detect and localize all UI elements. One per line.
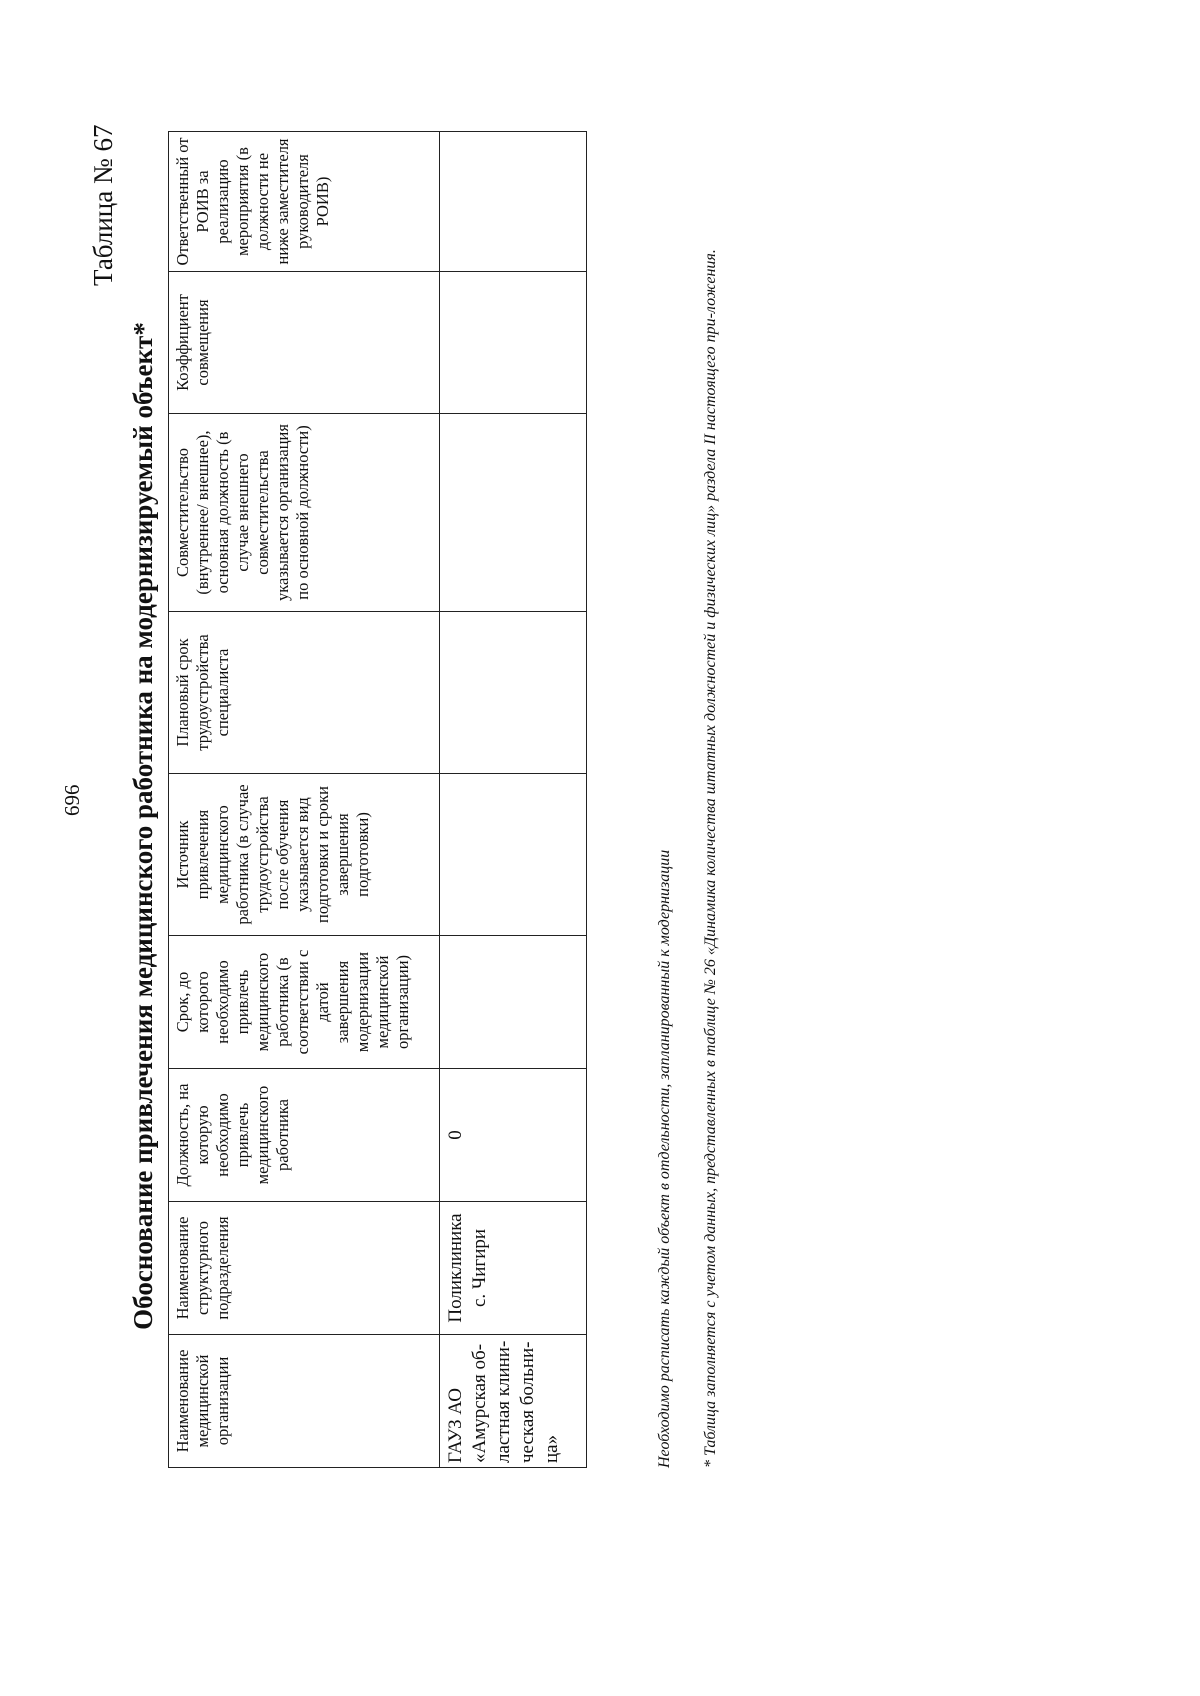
page-number: 696 <box>60 784 84 816</box>
header-cell: Наименование структурного подразделения <box>169 1202 440 1335</box>
header-cell: Должность, на которую необходимо привлечь медицинского работника <box>169 1069 440 1202</box>
header-cell: Срок, до которого необходимо привлечь медицинского работника (в соответствии с датой завершения модернизации медицинской организации) <box>169 936 440 1069</box>
source-cell <box>440 774 587 936</box>
footnote-asterisk: * Таблица заполняется с учетом данных, представленных в таблице № 26 «Динамика количества штатных должностей и физических лиц» раздела II настоящего при-ложения. <box>702 249 719 1468</box>
combination-cell <box>440 414 587 612</box>
header-cell: Ответственный от РОИВ за реализацию мероприятия (в должности не ниже заместителя руководителя РОИВ) <box>169 132 440 272</box>
header-cell: Плановый срок трудоустройства специалиста <box>169 612 440 774</box>
header-cell: Источник привлечения медицинского работника (в случае трудоустройства после обучения указывается вид подготовки и сроки завершения подготовки) <box>169 774 440 936</box>
position-cell: 0 <box>440 1069 587 1202</box>
header-cell: Совместительство (внутреннее/ внешнее), основная должность (в случае внешнего совместительства указывается организация по основной должности) <box>169 414 440 612</box>
deadline-cell <box>440 936 587 1069</box>
organization-cell: ГАУЗ АО «Амурская об-ластная клини-ческая больни-ца» <box>440 1335 587 1468</box>
planned-date-cell <box>440 612 587 774</box>
table-header-row <box>169 132 440 1468</box>
justification-table <box>168 131 587 1468</box>
document-title: Обоснование привлечения медицинского работника на модернизируемый объект* <box>128 322 158 1330</box>
coefficient-cell <box>440 272 587 414</box>
responsible-cell <box>440 132 587 272</box>
table-row <box>440 132 587 1468</box>
table-number: Таблица № 67 <box>88 124 118 286</box>
header-cell: Коэффициент совмещения <box>169 272 440 414</box>
subdivision-cell: Поликлиника с. Чигири <box>440 1202 587 1335</box>
footnote-instruction: Необходимо расписать каждый объект в отдельности, запланированный к модернизации <box>656 849 673 1468</box>
header-cell: Наименование медицинской организации <box>169 1335 440 1468</box>
